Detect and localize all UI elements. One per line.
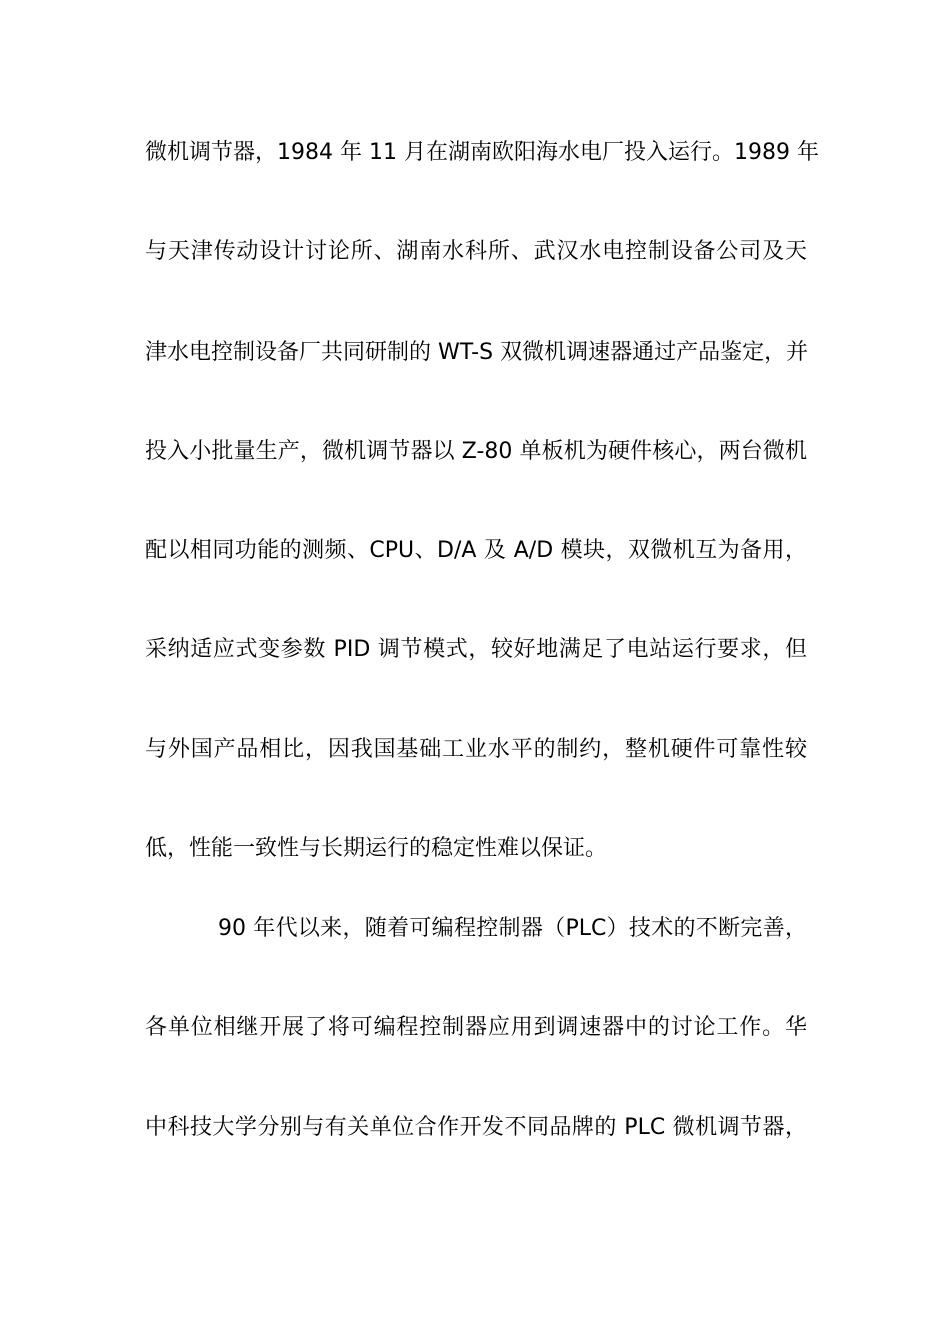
text-line-3: 津水电控制设备厂共同研制的 WT-S 双微机调速器通过产品鉴定，并 bbox=[145, 340, 809, 365]
text-line-2: 与天津传动设计讨论所、湖南水科所、武汉水电控制设备公司及天 bbox=[145, 239, 807, 264]
text-line-1: 微机调节器，1984 年 11 月在湖南欧阳海水电厂投入运行。1989 年 bbox=[145, 140, 819, 165]
text-line-11: 中科技大学分别与有关单位合作开发不同品牌的 PLC 微机调节器， bbox=[145, 1115, 807, 1140]
text-line-10: 各单位相继开展了将可编程控制器应用到调速器中的讨论工作。华 bbox=[145, 1015, 807, 1040]
text-line-8: 低，性能一致性与长期运行的稳定性难以保证。 bbox=[145, 836, 608, 861]
text-line-5: 配以相同功能的测频、CPU、D/A 及 A/D 模块，双微机互为备用， bbox=[145, 538, 807, 563]
text-line-6: 采纳适应式变参数 PID 调节模式，较好地满足了电站运行要求，但 bbox=[145, 637, 807, 662]
text-line-4: 投入小批量生产，微机调节器以 Z-80 单板机为硬件核心，两台微机 bbox=[145, 439, 807, 464]
text-line-9: 90 年代以来，随着可编程控制器（PLC）技术的不断完善， bbox=[218, 916, 807, 941]
text-line-7: 与外国产品相比，因我国基础工业水平的制约，整机硬件可靠性较 bbox=[145, 737, 807, 762]
